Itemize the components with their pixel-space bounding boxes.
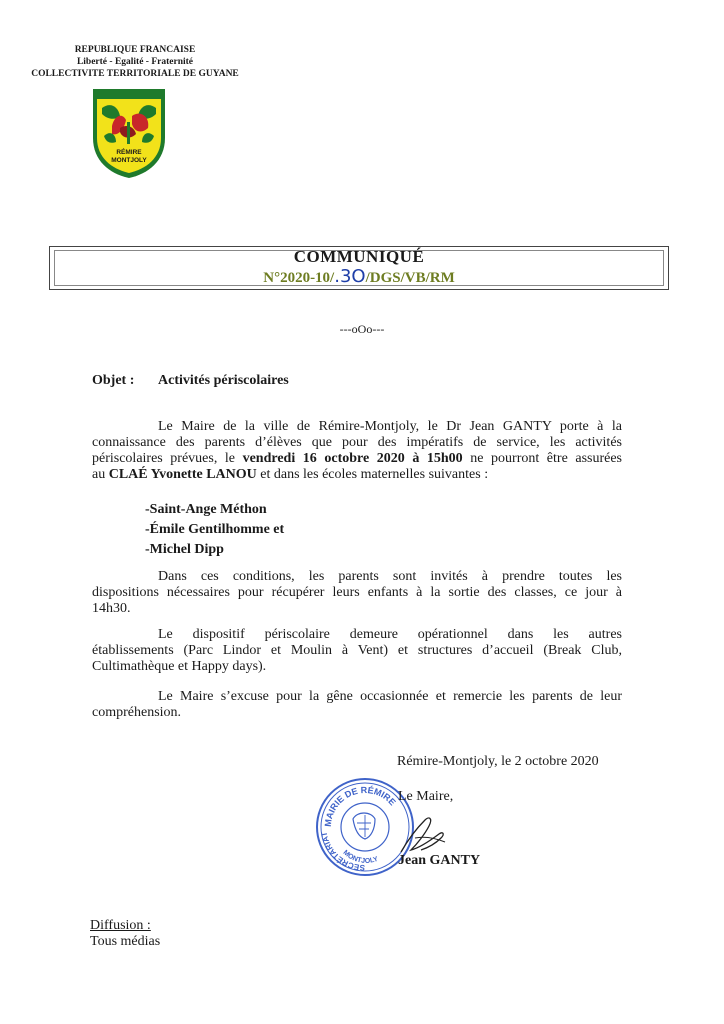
communique-title-box	[49, 246, 669, 290]
clae-name-highlight: CLAÉ Yvonette LANOU	[108, 467, 257, 482]
paragraph3-line1: Le dispositif périscolaire demeure opérationnel dans les autres	[158, 627, 622, 642]
crest-name-line2: MONTJOLY	[111, 157, 147, 164]
paragraph-conditions	[92, 569, 622, 617]
paragraph4-line1: Le Maire s’excuse pour la gêne occasionnée et remercie les parents de leur	[158, 689, 622, 704]
signatory-role: Le Maire,	[398, 789, 454, 804]
stamp-left-text: SECRÉTARIAT	[319, 831, 366, 873]
header-motto: Liberté - Egalité - Fraternité	[76, 57, 194, 67]
objet-label: Objet :	[92, 373, 135, 388]
reference-prefix: N°2020-10/	[263, 270, 335, 286]
paragraph2-line1: Dans ces conditions, les parents sont invités à prendre toutes les	[158, 569, 622, 584]
communique-heading: COMMUNIQUÉ	[293, 247, 425, 266]
paragraph1-line4: au CLAÉ Yvonette LANOU et dans les écoles maternelles suivantes :	[92, 467, 489, 482]
schools-list	[145, 500, 284, 560]
header-collectivity: COLLECTIVITE TERRITORIALE DE GUYANE	[31, 69, 239, 79]
paragraph2-line3: 14h30.	[92, 601, 131, 616]
crest-name-line1: RÉMIRE	[116, 149, 142, 156]
paragraph3-line2: établissements (Parc Lindor et Moulin à Vent) et structures d’accueil (Break Club,	[92, 643, 622, 658]
objet-text: Activités périscolaires	[158, 373, 289, 388]
svg-text:SECRÉTARIAT	[320, 831, 366, 872]
paragraph4-line2: compréhension.	[92, 705, 182, 720]
coat-of-arms-logo	[90, 86, 168, 180]
diffusion-label: Diffusion :	[90, 918, 151, 933]
paragraph-dispositif	[92, 627, 622, 675]
school-item: -Émile Gentilhomme et	[145, 522, 285, 537]
school-item: -Michel Dipp	[145, 542, 224, 557]
school-item: -Saint-Ange Méthon	[145, 502, 267, 517]
header-republic: REPUBLIQUE FRANCAISE	[74, 45, 196, 55]
paragraph2-line2: dispositions nécessaires pour récupérer leurs enfants à la sortie des classes, ce jour à	[92, 585, 622, 600]
place-and-date: Rémire-Montjoly, le 2 octobre 2020	[397, 754, 599, 769]
paragraph-apology	[92, 689, 622, 721]
diffusion-value: Tous médias	[90, 934, 161, 949]
stamp-top-text: MAIRIE DE RÉMIRE	[322, 784, 398, 828]
reference-suffix: /DGS/VB/RM	[365, 270, 455, 286]
stamp-bottom-text: MONTJOLY	[341, 849, 380, 865]
paragraph1-line3: périscolaires prévues, le vendredi 16 octobre 2020 à 15h00 ne pourront être assurées	[92, 451, 623, 466]
paragraph1-line2: connaissance des parents d’élèves que pour des impératifs de service, les activités	[92, 435, 622, 450]
paragraph-announcement	[92, 419, 622, 483]
date-time-highlight: vendredi 16 octobre 2020 à 15h00	[242, 451, 463, 466]
separator: ---oOo---	[339, 322, 385, 336]
paragraph1-line1: Le Maire de la ville de Rémire-Montjoly, le Dr Jean GANTY porte à la	[158, 419, 622, 434]
reference-number-handwritten: .3O	[334, 266, 366, 287]
paragraph3-line3: Cultimathèque et Happy days).	[92, 659, 267, 674]
communique-reference	[50, 266, 668, 287]
signatory-name: Jean GANTY	[398, 853, 481, 868]
